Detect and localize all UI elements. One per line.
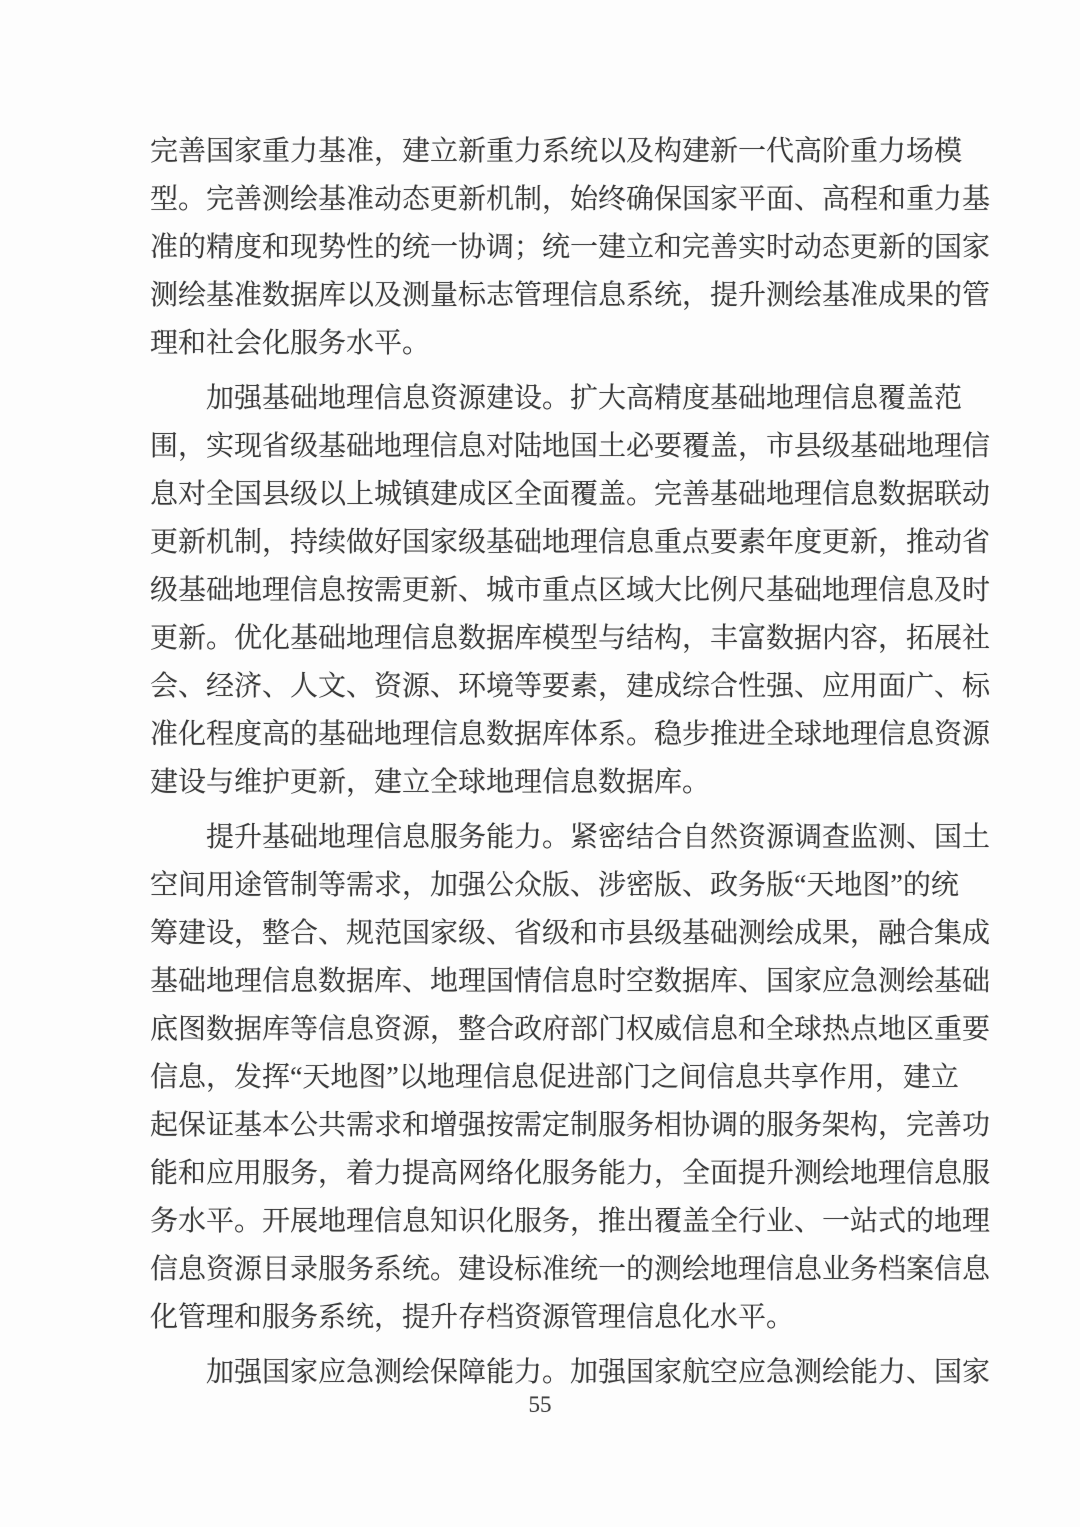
text-line: 加强基础地理信息资源建设。扩大高精度基础地理信息覆盖范 (206, 383, 963, 414)
text-line: 准的精度和现势性的统一协调；统一建立和完善实时动态更新的国家 (150, 232, 991, 263)
text-line: 底图数据库等信息资源，整合政府部门权威信息和全球热点地区重要 (150, 1014, 991, 1045)
page-number: 55 (528, 1392, 552, 1417)
text-line: 级基础地理信息按需更新、城市重点区域大比例尺基础地理信息及时 (150, 575, 991, 606)
text-line: 筹建设，整合、规范国家级、省级和市县级基础测绘成果，融合集成 (150, 918, 991, 949)
text-line: 提升基础地理信息服务能力。紧密结合自然资源调查监测、国土 (206, 822, 991, 853)
text-line: 起保证基本公共需求和增强按需定制服务相协调的服务架构，完善功 (150, 1110, 991, 1141)
text-line: 化管理和服务系统，提升存档资源管理信息化水平。 (150, 1302, 795, 1333)
text-line: 准化程度高的基础地理信息数据库体系。稳步推进全球地理信息资源 (150, 719, 991, 750)
text-line: 更新机制，持续做好国家级基础地理信息重点要素年度更新，推动省 (150, 527, 991, 558)
paragraph (150, 375, 991, 807)
text-line: 能和应用服务，着力提高网络化服务能力，全面提升测绘地理信息服 (150, 1158, 991, 1189)
text-line: 测绘基准数据库以及测量标志管理信息系统，提升测绘基准成果的管 (150, 280, 991, 311)
text-line: 理和社会化服务水平。 (150, 328, 431, 359)
text-line: 更新。优化基础地理信息数据库模型与结构，丰富数据内容，拓展社 (150, 623, 991, 654)
paragraph (150, 1349, 991, 1397)
text-line: 建设与维护更新，建立全球地理信息数据库。 (150, 767, 711, 798)
text-line: 息对全国县级以上城镇建成区全面覆盖。完善基础地理信息数据联动 (150, 479, 991, 510)
document-body (150, 128, 991, 1404)
text-line: 基础地理信息数据库、地理国情信息时空数据库、国家应急测绘基础 (150, 966, 991, 997)
text-line: 务水平。开展地理信息知识化服务，推出覆盖全行业、一站式的地理 (150, 1206, 991, 1237)
text-line: 加强国家应急测绘保障能力。加强国家航空应急测绘能力、国家 (206, 1357, 991, 1388)
text-line: 空间用途管制等需求，加强公众版、涉密版、政务版“天地图”的统 (150, 870, 959, 901)
text-line: 围，实现省级基础地理信息对陆地国土必要覆盖，市县级基础地理信 (150, 431, 991, 462)
text-line: 信息资源目录服务系统。建设标准统一的测绘地理信息业务档案信息 (150, 1254, 991, 1285)
text-line: 会、经济、人文、资源、环境等要素，建成综合性强、应用面广、标 (150, 671, 991, 702)
paragraph (150, 814, 991, 1342)
paragraph (150, 128, 991, 368)
text-line: 信息，发挥“天地图”以地理信息促进部门之间信息共享作用，建立 (150, 1062, 959, 1093)
text-line: 型。完善测绘基准动态更新机制，始终确保国家平面、高程和重力基 (150, 184, 991, 215)
text-line: 完善国家重力基准，建立新重力系统以及构建新一代高阶重力场模 (150, 136, 963, 167)
